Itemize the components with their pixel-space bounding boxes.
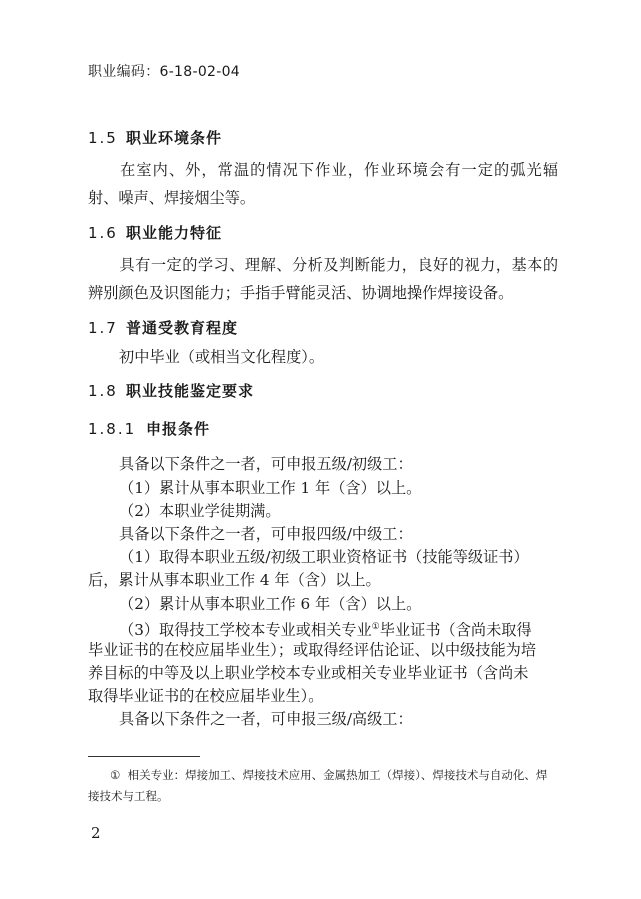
text-line: （1）累计从事本职业工作 1 年（含）以上。 bbox=[119, 479, 422, 497]
section-number: 1.6 bbox=[88, 224, 118, 242]
text-line: 取得毕业证书的在校应届毕业生）。 bbox=[88, 687, 324, 705]
text-line: 养目标的中等及以上职业学校本专业或相关专业毕业证书（含尚未 bbox=[88, 664, 529, 682]
section-heading-1-8 bbox=[88, 380, 254, 401]
occupation-code: 职业编码：6-18-02-04 bbox=[88, 64, 241, 80]
text-line: （2）累计从事本职业工作 6 年（含）以上。 bbox=[119, 595, 422, 613]
text-line: （1）取得本职业五级/初级工职业资格证书（技能等级证书） bbox=[119, 548, 529, 566]
section-number: 1.7 bbox=[88, 319, 118, 337]
footnote-reference[interactable]: ① bbox=[371, 622, 380, 632]
section-heading-1-6 bbox=[88, 222, 222, 243]
text-segment: 毕业证书（含尚未取得 bbox=[379, 621, 532, 639]
section-heading-1-8-1 bbox=[88, 418, 210, 439]
section-number: 1.8 bbox=[88, 382, 118, 400]
footnote-text: 相关专业：焊接加工、焊接技术应用、金属热加工（焊接）、焊接技术与自动化、焊接技术与工程。 bbox=[88, 768, 548, 803]
section-title: 职业环境条件 bbox=[126, 129, 223, 147]
text-line: 具备以下条件之一者，可申报五级/初级工： bbox=[119, 455, 413, 473]
section-heading-1-7 bbox=[88, 317, 238, 338]
text-line: 具备以下条件之一者，可申报三级/高级工： bbox=[119, 710, 413, 728]
section-title: 职业能力特征 bbox=[126, 224, 223, 242]
text-line: 毕业证书的在校应届毕业生）；或取得经评估论证、以中级技能为培 bbox=[88, 641, 537, 659]
section-number: 1.8.1 bbox=[88, 420, 137, 438]
paragraph-text: 具有一定的学习、理解、分析及判断能力，良好的视力，基本的辨别颜色及识图能力；手指手臂能灵活、协调地操作焊接设备。 bbox=[88, 256, 558, 302]
text-segment: （3）取得技工学校本专业或相关专业 bbox=[119, 621, 372, 639]
section-title: 职业技能鉴定要求 bbox=[126, 382, 255, 400]
text-line: （2）本职业学徒期满。 bbox=[119, 502, 281, 520]
page-number: 2 bbox=[91, 824, 101, 842]
section-heading-1-5 bbox=[88, 127, 222, 148]
paragraph-text: 初中毕业（或相当文化程度）。 bbox=[119, 348, 325, 366]
section-title: 普通受教育程度 bbox=[126, 319, 239, 337]
footnote bbox=[88, 765, 558, 807]
section-body-1-6 bbox=[88, 251, 558, 307]
footnote-divider bbox=[88, 756, 200, 757]
footnote-marker: ① bbox=[110, 768, 121, 782]
paragraph-text: 在室内、外，常温的情况下作业，作业环境会有一定的弧光辐射、噪声、焊接烟尘等。 bbox=[88, 161, 558, 207]
text-line: 后，累计从事本职业工作 4 年（含）以上。 bbox=[88, 571, 381, 589]
section-body-1-5 bbox=[88, 156, 558, 212]
section-body-1-7 bbox=[88, 343, 558, 371]
text-line: 具备以下条件之一者，可申报四级/中级工： bbox=[119, 525, 413, 543]
section-number: 1.5 bbox=[88, 129, 118, 147]
section-title: 申报条件 bbox=[146, 420, 211, 438]
